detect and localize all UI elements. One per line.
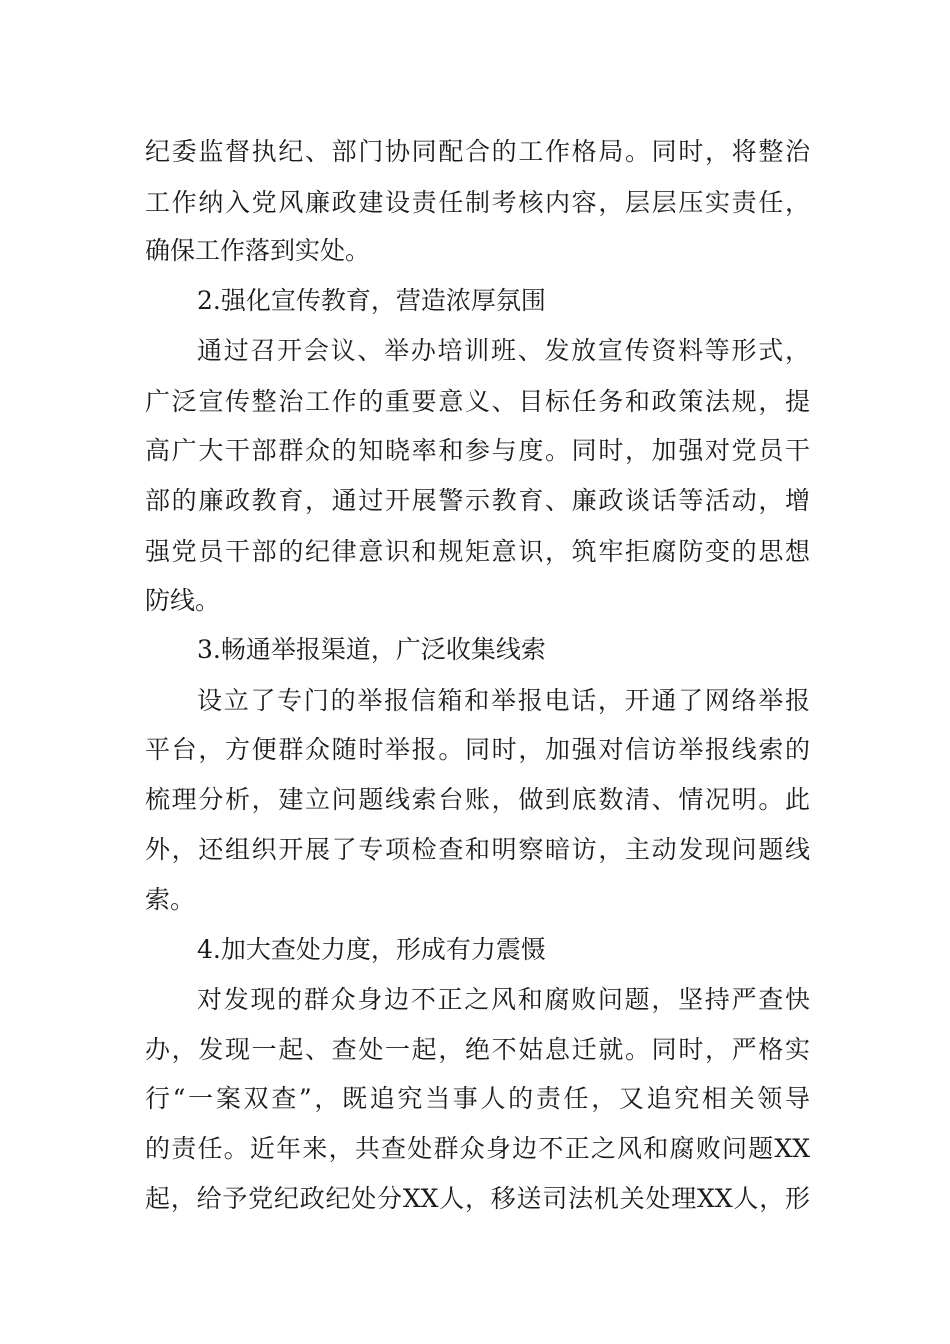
paragraph-line: 梳理分析，建立问题线索台账，做到底数清、情况明。此 [145,785,810,814]
paragraph-line: 纪委监督执纪、部门协同配合的工作格局。同时，将整治 [145,137,810,166]
paragraph-line: 高广大干部群众的知晓率和参与度。同时，加强对党员干 [145,436,810,465]
paragraph-line: 对发现的群众身边不正之风和腐败问题，坚持严查快 [197,985,810,1014]
paragraph-line: 强党员干部的纪律意识和规矩意识，筑牢拒腐防变的思想 [145,537,810,566]
paragraph-line: 设立了专门的举报信箱和举报电话，开通了网络举报 [197,686,810,715]
section-heading-3: 3.畅通举报渠道，广泛收集线索 [197,635,546,664]
paragraph-line: 起，给予党纪政纪处分XX人，移送司法机关处理XX人，形 [145,1184,810,1213]
paragraph-line: 部的廉政教育，通过开展警示教育、廉政谈话等活动，增 [145,486,810,515]
section-heading-2: 2.强化宣传教育，营造浓厚氛围 [197,286,546,315]
paragraph-line: 行“一案双查”，既追究当事人的责任，又追究相关领导 [145,1084,810,1113]
paragraph-line: 广泛宣传整治工作的重要意义、目标任务和政策法规，提 [145,387,810,416]
paragraph-line: 外，还组织开展了专项检查和明察暗访，主动发现问题线 [145,835,810,864]
paragraph-line: 平台，方便群众随时举报。同时，加强对信访举报线索的 [145,735,810,764]
paragraph-line: 索。 [145,885,196,914]
paragraph-line: 确保工作落到实处。 [145,236,371,265]
paragraph-line: 防线。 [145,586,221,615]
section-heading-4: 4.加大查处力度，形成有力震慑 [197,935,546,964]
paragraph-line: 的责任。近年来，共查处群众身边不正之风和腐败问题XX [145,1134,810,1163]
paragraph-line: 工作纳入党风廉政建设责任制考核内容，层层压实责任， [145,188,810,217]
paragraph-line: 通过召开会议、举办培训班、发放宣传资料等形式， [197,336,810,365]
paragraph-line: 办，发现一起、查处一起，绝不姑息迁就。同时，严格实 [145,1035,810,1064]
